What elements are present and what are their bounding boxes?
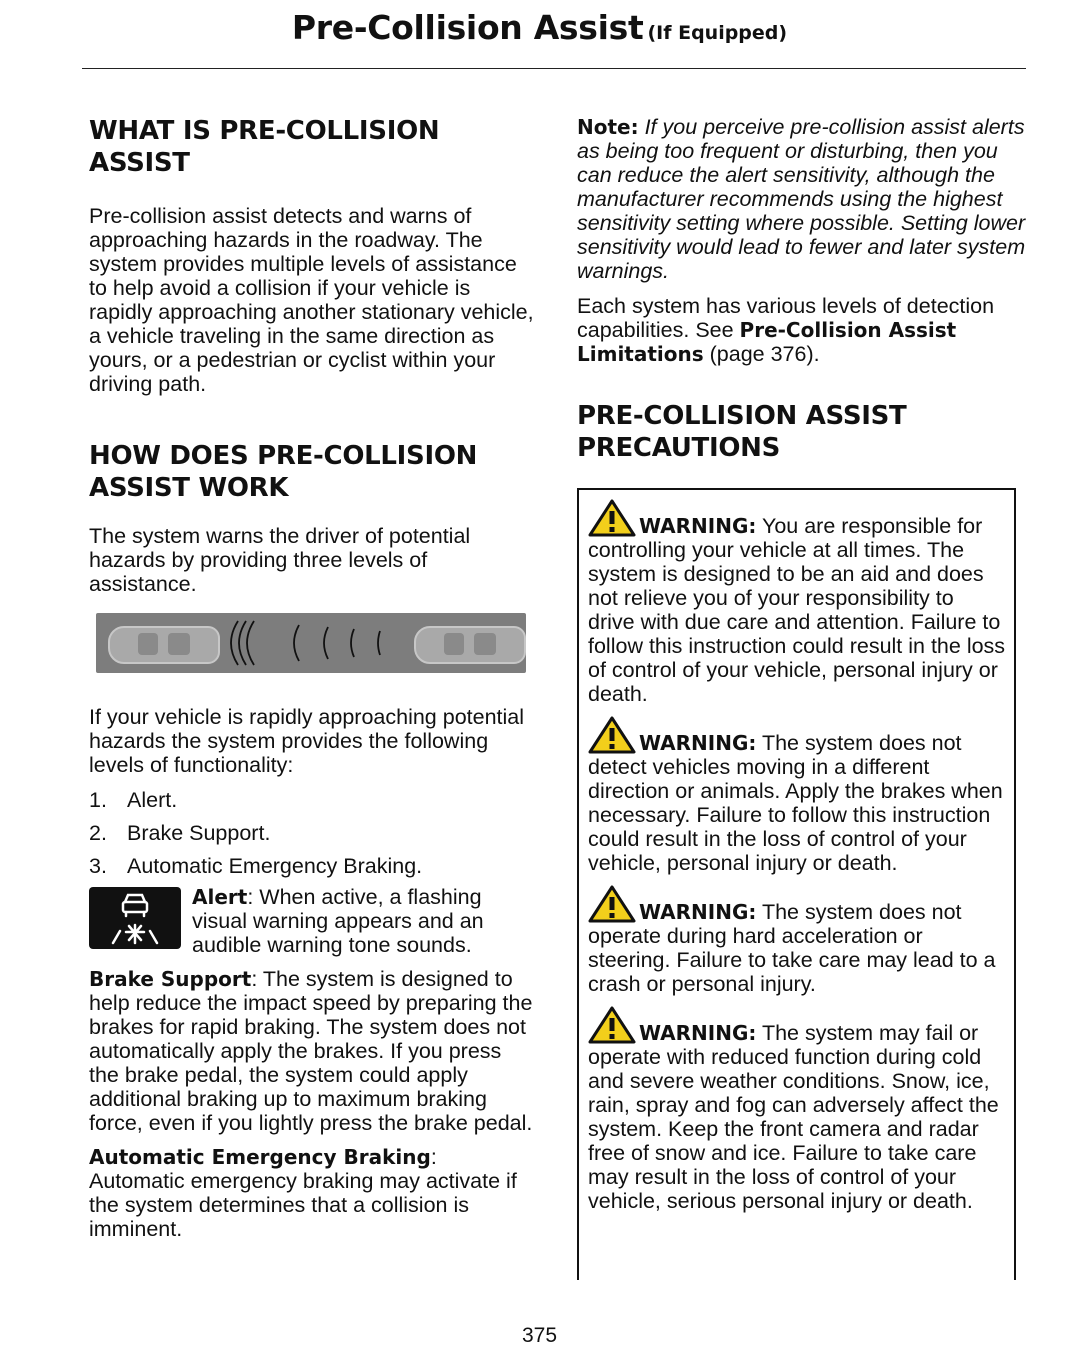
alert-label: Alert bbox=[192, 885, 248, 909]
warnings-box bbox=[577, 488, 1016, 1280]
note-label: Note: bbox=[577, 115, 639, 139]
levels-list bbox=[89, 788, 536, 878]
warning-triangle-icon bbox=[588, 716, 636, 754]
list-item: 3. Automatic Emergency Braking. bbox=[89, 854, 423, 878]
aeb-paragraph bbox=[89, 1145, 536, 1241]
warning-triangle-icon bbox=[588, 885, 636, 923]
header-divider bbox=[82, 68, 1026, 69]
aeb-label: Automatic Emergency Braking bbox=[89, 1145, 431, 1169]
collision-warning-icon bbox=[89, 887, 181, 949]
brake-support-paragraph bbox=[89, 967, 536, 1135]
alert-text: : When active, a flashing visual warning appears and an audible warning tone sounds. bbox=[192, 885, 484, 957]
warning-4: WARNING: The system may fail or operate with reduced function during cold and severe weather conditions. Snow, ice, rain, spray and fog can adversely affect the system. Keep the front camera and radar free of snow and ice. Failure to take care may result in the loss of control of your vehicle, serious personal injury or death. bbox=[588, 1006, 1006, 1213]
page-subtitle: (If Equipped) bbox=[647, 22, 788, 44]
paragraph-what-is: Pre-collision assist detects and warns of approaching hazards in the roadway. The system provides multiple levels of assistance to help avoid a collision if your vehicle is rapidly approaching another stationary vehicle, a vehicle traveling in the same direction as yours, or a pedestrian or cyclist within your driving path. bbox=[89, 204, 534, 396]
left-column bbox=[89, 112, 536, 1241]
list-item: 1. Alert. bbox=[89, 788, 178, 812]
note-text: If you perceive pre-collision assist alerts as being too frequent or disturbing, then you can reduce the alert sensitivity, although the manufacturer recommends using the highest sensitivity setting where possible. Setting lower sensitivity would lead to fewer and later system warnings. bbox=[577, 115, 1026, 283]
paragraph-how-does: The system warns the driver of potential hazards by providing three levels of assistance. bbox=[89, 524, 471, 596]
warning-1: WARNING: You are responsible for controlling your vehicle at all times. The system is designed to be an aid and does not relieve you of your responsibility to drive with due care and attention. Failure to follow this instruction could result in the loss of control of your vehicle, personal injury or death. bbox=[588, 499, 1006, 706]
aeb-text: : Automatic emergency braking may activate if the system determines that a collision is imminent. bbox=[89, 1145, 517, 1241]
warning-3: WARNING: The system does not operate during hard acceleration or steering. Failure to take care may lead to a crash or personal injury. bbox=[588, 885, 1006, 996]
page-title: Pre-Collision Assist bbox=[291, 8, 644, 47]
note-paragraph bbox=[577, 115, 1026, 283]
warning-triangle-icon bbox=[588, 1006, 636, 1044]
page-number: 375 bbox=[521, 1324, 558, 1347]
right-column bbox=[577, 112, 1026, 464]
lead-car-image bbox=[414, 626, 526, 664]
warning-2: WARNING: The system does not detect vehicles moving in a different direction or animals. Apply the brakes when necessary. Failure to follow this instruction could result in the loss of control of your vehicle, personal injury or death. bbox=[588, 716, 1006, 875]
heading-precautions: PRE-COLLISION ASSIST PRECAUTIONS bbox=[577, 401, 907, 463]
alert-description bbox=[89, 885, 536, 957]
detection-paragraph: Each system has various levels of detection capabilities. See Pre-Collision Assist Limitations (page 376). bbox=[577, 294, 995, 366]
paragraph-functionality: If your vehicle is rapidly approaching potential hazards the system provides the following levels of functionality: bbox=[89, 705, 525, 777]
brake-support-label: Brake Support bbox=[89, 967, 252, 991]
heading-how-does: HOW DOES PRE-COLLISION ASSIST WORK bbox=[89, 441, 478, 503]
pre-collision-illustration bbox=[96, 613, 526, 673]
warning-triangle-icon bbox=[588, 499, 636, 537]
limitations-link[interactable]: Pre-Collision Assist Limitations bbox=[577, 318, 957, 366]
list-item: 2. Brake Support. bbox=[89, 821, 271, 845]
page-header bbox=[0, 8, 1079, 47]
brake-support-text: : The system is designed to help reduce the impact speed by preparing the brakes for rapid braking. The system does not automatically apply the brakes. If you press the brake pedal, the system could apply additional braking up to maximum braking force, even if you lightly press the brake pedal. bbox=[89, 967, 533, 1135]
heading-what-is: WHAT IS PRE-COLLISION ASSIST bbox=[89, 116, 440, 178]
